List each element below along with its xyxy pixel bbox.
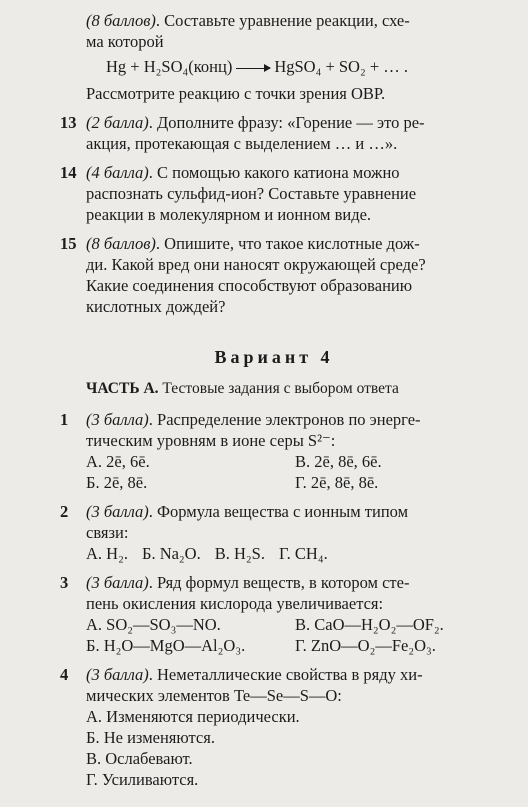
answer-options	[86, 614, 504, 656]
task-number: 14	[60, 163, 77, 182]
answer-options	[86, 543, 504, 564]
question-2: 2 (3 балла). Формула вещества с ионным типом связи: А. H₂. Б. Na₂O. В. H₂S. Г. CH₄.	[14, 501, 504, 564]
option-b: Б. Na₂O.	[141, 544, 201, 563]
option-a: А. SO₂—SO₃—NO.	[86, 615, 221, 634]
task-12-line-3: Рассмотрите реакцию с точки зрения ОВР.	[86, 84, 386, 103]
answer-options	[86, 451, 504, 493]
part-heading: ЧАСТЬ А. Тестовые задания с выбором ответа	[86, 380, 399, 397]
task-number: 13	[60, 113, 77, 132]
option-v: В. CaO—H₂O₂—OF₂.	[295, 615, 444, 634]
task-14: 14 (4 балла). С помощью какого катиона можно распознать сульфид-ион? Составьте уравнение реакции в молекулярном и ионном виде.	[60, 163, 417, 224]
option-v: В. Ослабевают.	[86, 749, 193, 768]
task-12	[14, 10, 504, 104]
question-number: 2	[60, 502, 69, 521]
option-g: Г. Усиливаются.	[86, 770, 199, 789]
option-v: В. H₂S.	[214, 544, 265, 563]
task-points: (8 баллов)	[86, 234, 156, 253]
question-1: 1 (3 балла). Распределение электронов по энерге- тическим уровням в ионе серы S²⁻: А. 2ē, 6ē. В. 2ē, 8ē, 6ē. Б. 2ē, 8ē. Г. 2ē, 8ē, 8ē.	[14, 409, 504, 493]
option-a: А. 2ē, 6ē.	[86, 452, 150, 471]
task-12-line-1: (8 баллов). Составьте уравнение реакции, схе-	[86, 11, 410, 30]
question-points: (3 балла)	[86, 502, 149, 521]
question-4: 4 (3 балла). Неметаллические свойства в ряду хи- мических элементов Te—Se—S—O: А. Изменяются периодически. Б. Не изменяются. В. Ослабевают. Г. Усиливаются.	[14, 664, 504, 790]
task-15: 15 (8 баллов). Опишите, что такое кислотные дож- ди. Какой вред они наносят окружающей среде? Какие соединения способствуют образованию кислотных дождей?	[60, 234, 426, 316]
task-12-line-2: ма которой	[86, 32, 164, 51]
variant-title: Вариант 4	[214, 347, 334, 367]
question-points: (3 балла)	[86, 665, 149, 684]
task-13: 13 (2 балла). Дополните фразу: «Горение — это ре- акция, протекающая с выделением … и …».	[60, 113, 425, 153]
reaction-arrow-icon	[236, 68, 270, 69]
question-points: (3 балла)	[86, 573, 149, 592]
question-number: 3	[60, 573, 69, 592]
option-g: Г. CH₄.	[278, 544, 328, 563]
option-b: Б. 2ē, 8ē.	[86, 473, 148, 492]
option-g: Г. 2ē, 8ē, 8ē.	[295, 473, 379, 492]
question-number: 1	[60, 410, 69, 429]
option-b: Б. Не изменяются.	[86, 728, 215, 747]
task-number: 15	[60, 234, 77, 253]
task-points: (4 балла)	[86, 163, 149, 182]
question-points: (3 балла)	[86, 410, 149, 429]
question-3: 3 (3 балла). Ряд формул веществ, в котором сте- пень окисления кислорода увеличивается: А. SO₂—SO₃—NO. В. CaO—H₂O₂—OF₂. Б. H₂O—MgO—Al₂O₃. Г. ZnO—O₂—Fe₂O₃.	[14, 572, 504, 656]
option-v: В. 2ē, 8ē, 6ē.	[295, 452, 382, 471]
task-points: (2 балла)	[86, 113, 149, 132]
option-a: А. Изменяются периодически.	[86, 707, 300, 726]
question-number: 4	[60, 665, 69, 684]
task-12-points: (8 баллов)	[86, 11, 156, 30]
reaction-equation: Hg + H₂SO₄(конц) HgSO₄ + SO₂ + … .	[106, 57, 409, 76]
option-a: А. H₂.	[86, 544, 128, 563]
option-b: Б. H₂O—MgO—Al₂O₃.	[86, 636, 246, 655]
option-g: Г. ZnO—O₂—Fe₂O₃.	[295, 636, 436, 655]
